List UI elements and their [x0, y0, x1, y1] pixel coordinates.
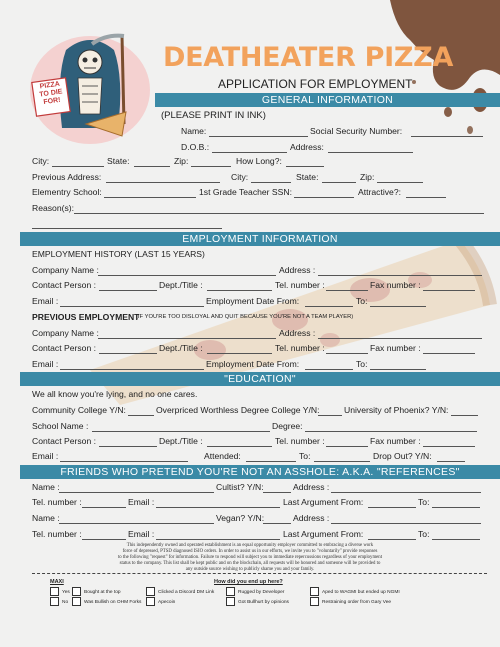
edu-to-field[interactable] [314, 451, 370, 462]
attended-field[interactable] [246, 451, 296, 462]
prev-email-field[interactable] [60, 359, 204, 370]
ref1-tel-label: Tel. number : [32, 497, 82, 507]
edu-dept-field[interactable] [207, 436, 272, 447]
ref1-cultist-field[interactable] [263, 482, 291, 493]
prev-emp-address-label: Address : [279, 328, 316, 338]
dept-field[interactable] [207, 280, 272, 291]
edu-email-field[interactable] [60, 451, 188, 462]
ref2-email-field[interactable] [156, 529, 280, 540]
ssn-label: Social Security Number: [310, 126, 403, 136]
option-label: Apecoin [158, 599, 176, 605]
phoenix-field[interactable] [451, 405, 478, 416]
elem-school-label: Elementry School: [32, 187, 102, 197]
maxi-label: MAXI [50, 579, 64, 585]
emp-to-field[interactable] [370, 296, 426, 307]
ref1-last-arg-label: Last Argument From: [283, 497, 364, 507]
prev-dept-label: Dept./Title : [159, 343, 203, 353]
ref2-last-arg-label: Last Argument From: [283, 529, 364, 539]
degree-label: Degree: [272, 421, 303, 431]
edu-to-label: To: [299, 451, 311, 461]
city-label: City: [32, 156, 50, 166]
emp-address-field[interactable] [318, 265, 482, 276]
ref1-email-field[interactable] [156, 497, 280, 508]
state-label: State: [107, 156, 130, 166]
degree-field[interactable] [305, 421, 477, 432]
prev-address-field[interactable] [106, 172, 220, 183]
prev-city-field[interactable] [251, 172, 291, 183]
checkbox[interactable] [146, 597, 155, 606]
ref1-tel-field[interactable] [82, 497, 126, 508]
teacher-ssn-label: 1st Grade Teacher SSN: [199, 187, 292, 197]
logo-slogan: PIZZA TO DIE FOR! [38, 80, 63, 107]
dob-field[interactable] [212, 142, 287, 153]
dropout-label: Drop Out? Y/N: [373, 451, 432, 461]
disclaimer-line: This independently owned and operated establishment is an equal opportunity employer committed to embracing a diverse work [126, 543, 374, 548]
ref2-last-arg-field[interactable] [368, 529, 416, 540]
ref1-to-field[interactable] [432, 497, 480, 508]
cc-field[interactable] [128, 405, 154, 416]
prev-emp-to-label: To: [356, 359, 368, 369]
edu-contact-label: Contact Person : [32, 436, 97, 446]
previous-employment-label: PREVIOUS EMPLOYMENT [32, 312, 140, 322]
section-header-education: "EDUCATION" [20, 372, 500, 386]
prev-zip-field[interactable] [377, 172, 423, 183]
ref1-name-field[interactable] [59, 482, 214, 493]
option-wagmi[interactable] [310, 587, 400, 596]
option-bought-top[interactable] [72, 587, 121, 596]
checkbox[interactable] [146, 587, 155, 596]
checkbox[interactable] [72, 597, 81, 606]
disclaimer-line: to the following "request" for information. Failure to respond will subject you to immediate repercussions regardless of your employment [117, 555, 383, 560]
checkbox[interactable] [72, 587, 81, 596]
option-label: Clicked a Discord DM Link [158, 589, 215, 595]
prev-state-label: State: [296, 172, 319, 182]
option-label: No [62, 599, 69, 605]
address-field[interactable] [328, 142, 413, 153]
dob-label: D.O.B.: [181, 142, 210, 152]
company-label: Company Name : [32, 265, 99, 275]
emp-from-field[interactable] [305, 296, 353, 307]
prev-emp-from-label: Employment Date From: [206, 359, 300, 369]
zip-field[interactable] [191, 156, 231, 167]
option-bullhurt[interactable] [226, 597, 289, 606]
ref1-address-label: Address : [293, 482, 330, 492]
option-ohm-forks[interactable] [72, 597, 141, 606]
how-label: How did you end up here? [214, 579, 283, 585]
prev-zip-label: Zip: [360, 172, 375, 182]
ref1-address-field[interactable] [331, 482, 481, 493]
dept-label: Dept./Title : [159, 280, 203, 290]
print-note: (PLEASE PRINT IN INK) [161, 110, 266, 121]
address-label: Address: [290, 142, 324, 152]
option-label: Got Bullhurt by opinions [238, 599, 289, 605]
prev-tel-label: Tel. number : [275, 343, 325, 353]
ref1-name-label: Name : [32, 482, 60, 492]
option-discord-link[interactable] [146, 587, 214, 596]
contact-field[interactable] [99, 280, 157, 291]
prev-dept-field[interactable] [207, 343, 272, 354]
attractive-field[interactable] [406, 187, 446, 198]
email-label: Email : [32, 296, 59, 306]
ref2-tel-field[interactable] [82, 529, 126, 540]
maxi-yes-option[interactable] [50, 587, 70, 596]
elem-school-field[interactable] [104, 187, 196, 198]
option-label: Aped to WAGMI but ended up NGMI [322, 589, 400, 595]
email-field[interactable] [60, 296, 204, 307]
prev-company-field[interactable] [98, 328, 276, 339]
ref2-email-label: Email : [128, 529, 155, 539]
worthless-label: Overpriced Worthless Degree College Y/N: [156, 405, 320, 415]
dropout-field[interactable] [437, 451, 465, 462]
option-label: Rugged by Developer [238, 589, 285, 595]
employment-history-label: EMPLOYMENT HISTORY (LAST 15 YEARS) [32, 249, 205, 259]
ref2-vegan-field[interactable] [263, 513, 291, 524]
reasons-field-2[interactable] [32, 218, 222, 229]
ref2-to-label: To: [418, 529, 430, 539]
ref2-address-field[interactable] [331, 513, 481, 524]
zip-label: Zip: [174, 156, 189, 166]
checkbox[interactable] [310, 597, 319, 606]
company-field[interactable] [98, 265, 276, 276]
section-header-references: FRIENDS WHO PRETEND YOU'RE NOT AN ASSHOLE: A.K.A. "REFERENCES" [20, 465, 500, 479]
attractive-label: Attractive?: [358, 187, 401, 197]
school-field[interactable] [92, 421, 270, 432]
reasons-label: Reason(s): [32, 203, 75, 213]
prev-state-field[interactable] [322, 172, 356, 183]
phoenix-label: University of Phoenix? Y/N: [344, 405, 449, 415]
how-long-field[interactable] [286, 156, 324, 167]
ref2-to-field[interactable] [432, 529, 480, 540]
checkbox[interactable] [226, 597, 235, 606]
emp-address-label: Address : [279, 265, 316, 275]
teacher-ssn-field[interactable] [294, 187, 354, 198]
edu-fax-field[interactable] [423, 436, 475, 447]
ref2-name-label: Name : [32, 513, 60, 523]
ref2-address-label: Address : [293, 513, 330, 523]
disclaimer-line: any outside source wishing to publicly shame you and your family. [185, 567, 315, 572]
attended-label: Attended: [204, 451, 241, 461]
checkbox[interactable] [50, 597, 59, 606]
previous-employment-note: (IF YOU'RE TOO DISLOYAL AND QUIT BECAUSE YOU'RE NOT A TEAM PLAYER) [136, 314, 354, 320]
ref1-cultist-label: Cultist? Y/N: [216, 482, 264, 492]
edu-email-label: Email : [32, 451, 59, 461]
contact-label: Contact Person : [32, 280, 97, 290]
prev-fax-field[interactable] [423, 343, 475, 354]
option-apecoin[interactable] [146, 597, 175, 606]
dashed-divider [32, 573, 487, 574]
application-title: APPLICATION FOR EMPLOYMENT [218, 77, 413, 91]
prev-emp-from-field[interactable] [305, 359, 353, 370]
option-label: Bought at the top [84, 589, 121, 595]
prev-tel-field[interactable] [326, 343, 368, 354]
name-label: Name: [181, 126, 207, 136]
fax-field[interactable] [423, 280, 475, 291]
section-header-general: GENERAL INFORMATION [155, 93, 500, 107]
edu-fax-label: Fax number : [370, 436, 421, 446]
worthless-field[interactable] [318, 405, 342, 416]
fax-label: Fax number : [370, 280, 421, 290]
name-field[interactable] [209, 126, 308, 137]
ref1-last-arg-field[interactable] [368, 497, 416, 508]
prev-city-label: City: [231, 172, 249, 182]
emp-from-label: Employment Date From: [206, 296, 300, 306]
brand-title: DEATHEATER PIZZA [163, 42, 454, 73]
tel-field[interactable] [326, 280, 368, 291]
checkbox[interactable] [226, 587, 235, 596]
prev-email-label: Email : [32, 359, 59, 369]
prev-company-label: Company Name : [32, 328, 99, 338]
edu-tel-field[interactable] [326, 436, 368, 447]
ref2-tel-label: Tel. number : [32, 529, 82, 539]
disclaimer-line: force of depressed, PTSD diagnosed ISIO orders. In order to assist us in our efforts, we invite you to "voluntarily" provide responses [122, 549, 378, 554]
disclaimer-text [90, 543, 410, 573]
tel-label: Tel. number : [275, 280, 325, 290]
option-gary-vee[interactable] [310, 597, 391, 606]
prev-contact-label: Contact Person : [32, 343, 97, 353]
ref2-vegan-label: Vegan? Y/N: [216, 513, 265, 523]
option-rugged[interactable] [226, 587, 284, 596]
option-label: Restraining order from Gary Vee [322, 599, 392, 605]
prev-emp-to-field[interactable] [370, 359, 426, 370]
ref2-name-field[interactable] [59, 513, 214, 524]
prev-emp-address-field[interactable] [318, 328, 482, 339]
edu-tel-label: Tel. number : [275, 436, 325, 446]
prev-contact-field[interactable] [99, 343, 157, 354]
ref1-email-label: Email : [128, 497, 155, 507]
checkbox[interactable] [50, 587, 59, 596]
school-label: School Name : [32, 421, 89, 431]
checkbox[interactable] [310, 587, 319, 596]
emp-to-label: To: [356, 296, 368, 306]
ref1-to-label: To: [418, 497, 430, 507]
ssn-field[interactable] [411, 126, 483, 137]
edu-dept-label: Dept./Title : [159, 436, 203, 446]
how-long-label: How Long?: [236, 156, 282, 166]
city-field[interactable] [52, 156, 104, 167]
reasons-field-1[interactable] [74, 203, 484, 214]
prev-address-label: Previous Address: [32, 172, 102, 182]
option-label: Was Bullish on OHM Forks [84, 599, 142, 605]
edu-contact-field[interactable] [99, 436, 157, 447]
disclaimer-line: status to the company. This list shall be kept public and on the blockchain, all requests will be honored and someone will be provided to [119, 561, 381, 566]
option-label: Yes [62, 589, 70, 595]
state-field[interactable] [134, 156, 170, 167]
prev-fax-label: Fax number : [370, 343, 421, 353]
education-intro: We all know you're lying, and no one cares. [32, 389, 198, 399]
section-header-employment: EMPLOYMENT INFORMATION [20, 232, 500, 246]
maxi-no-option[interactable] [50, 597, 68, 606]
cc-label: Community College Y/N: [32, 405, 126, 415]
